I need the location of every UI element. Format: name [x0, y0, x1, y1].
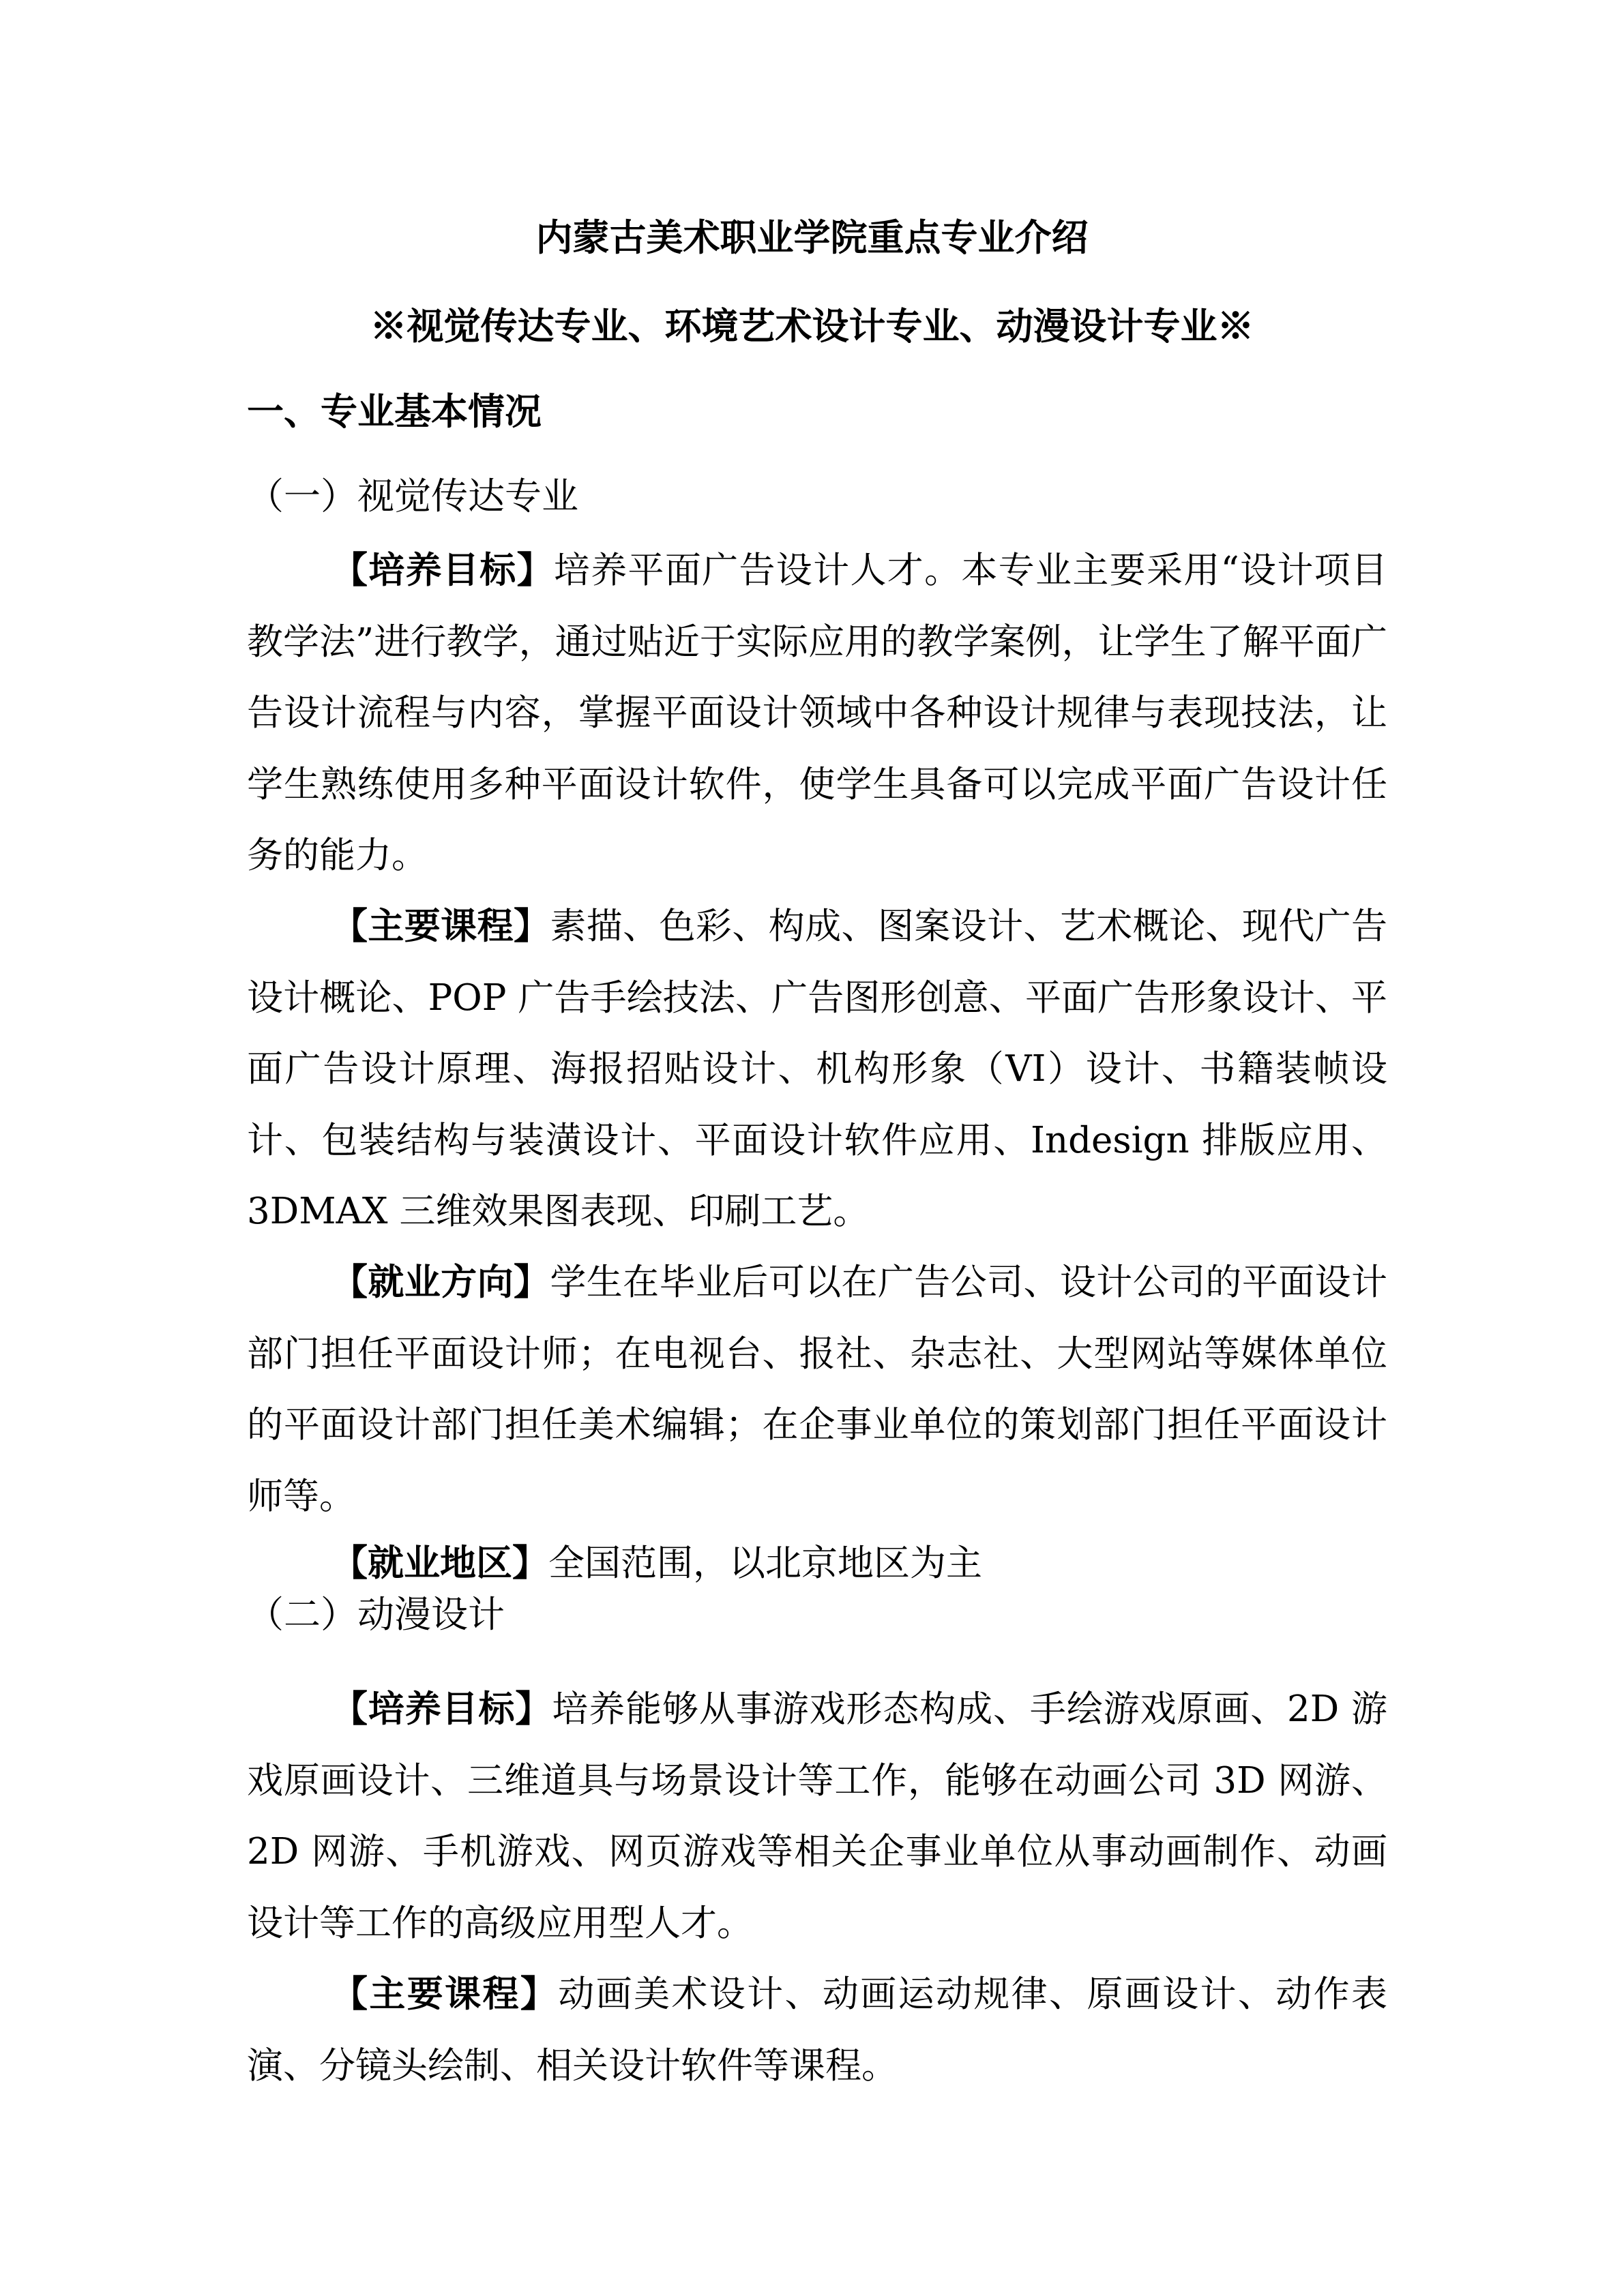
- paragraph-training-goal: [247, 1673, 1387, 1959]
- document-subtitle: ※视觉传达专业、环境艺术设计专业、动漫设计专业※: [370, 304, 1254, 348]
- document-title: 内蒙古美术职业学院重点专业介绍: [535, 215, 1089, 259]
- paragraph-text: 学生在毕业后可以在广告公司、设计公司的平面设计部门担任平面设计师；在电视台、报社、杂志社、大型网站等媒体单位的平面设计部门担任美术编辑；在企事业单位的策划部门担任平面设计师等。: [247, 1262, 1388, 1517]
- major-heading-animation-design: （二）动漫设计: [247, 1593, 505, 1636]
- paragraph-tag: 【主要课程】: [331, 905, 550, 947]
- paragraph-text: 培养能够从事游戏形态构成、手绘游戏原画、2D 游戏原画设计、三维道具与场景设计等工作，能够在动画公司 3D 网游、2D 网游、手机游戏、网页游戏等相关企事业单位从事动画制作、动画设计等工作的高级应用型人才。: [247, 1688, 1388, 1944]
- paragraph-text: 素描、色彩、构成、图案设计、艺术概论、现代广告设计概论、POP 广告手绘技法、广告图形创意、平面广告形象设计、平面广告设计原理、海报招贴设计、机构形象（VI）设计、书籍装帧设计、包装结构与装潢设计、平面设计软件应用、Indesign 排版应用、3DMAX 三维效果图表现、印刷工艺。: [247, 906, 1388, 1232]
- paragraph-main-courses: [247, 891, 1387, 1248]
- section-heading: 一、专业基本情况: [247, 389, 542, 433]
- paragraph-tag: 【主要课程】: [331, 1973, 559, 2015]
- paragraph-main-courses: [247, 1958, 1387, 2102]
- paragraph-tag: 【培养目标】: [331, 1688, 552, 1730]
- paragraph-tag: 【就业地区】: [331, 1542, 548, 1584]
- paragraph-text: 动画美术设计、动画运动规律、原画设计、动作表演、分镜头绘制、相关设计软件等课程。: [247, 1973, 1388, 2087]
- paragraph-career-direction: [247, 1247, 1387, 1532]
- major-heading-visual-communication: （一）视觉传达专业: [247, 475, 578, 518]
- paragraph-training-goal: [247, 535, 1387, 892]
- paragraph-tag: 【就业方向】: [331, 1261, 550, 1303]
- paragraph-employment-region: [247, 1527, 1387, 1600]
- paragraph-text: 培养平面广告设计人才。本专业主要采用“设计项目教学法”进行教学，通过贴近于实际应用的教学案例，让学生了解平面广告设计流程与内容，掌握平面设计领域中各种设计规律与表现技法，让学生熟练使用多种平面设计软件，使学生具备可以完成平面广告设计任务的能力。: [247, 550, 1387, 876]
- paragraph-text: 全国范围，以北京地区为主: [548, 1542, 982, 1584]
- paragraph-tag: 【培养目标】: [331, 549, 554, 591]
